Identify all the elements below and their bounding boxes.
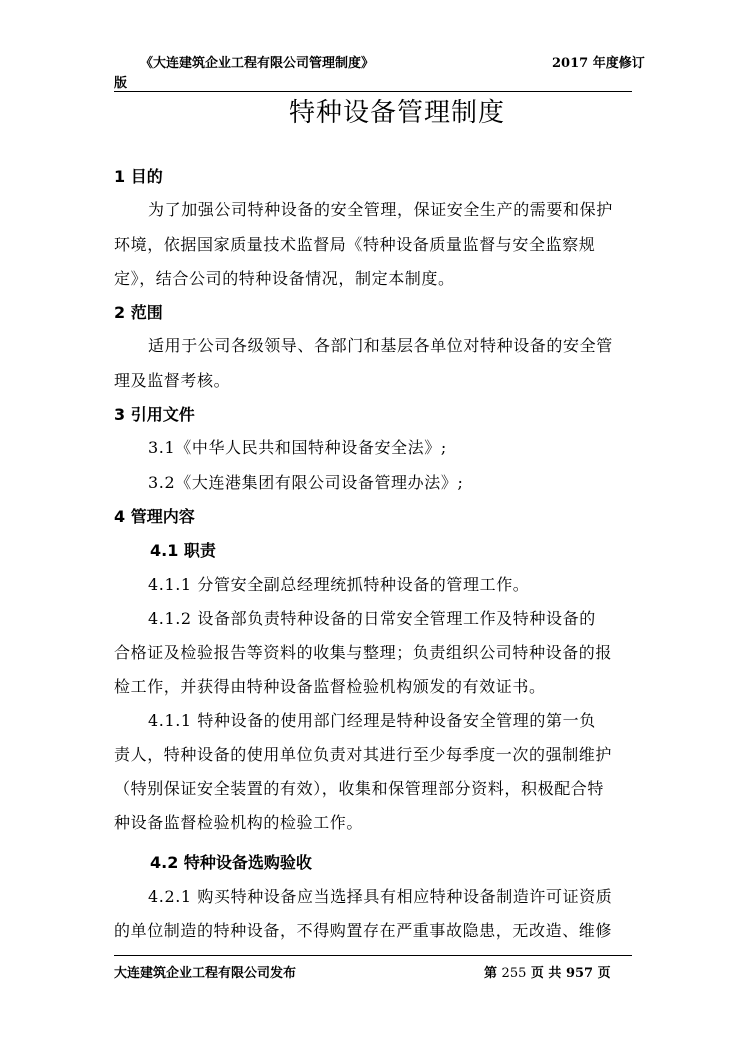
section-3-heading: 3 引用文件: [114, 405, 195, 424]
page-suffix: 页: [597, 966, 611, 981]
header-revision-wrap: 版: [114, 76, 128, 91]
section-3-line: 3.2《大连港集团有限公司设备管理办法》;: [148, 473, 464, 492]
section-1-heading: 1 目的: [114, 167, 163, 186]
header-document-title: 《大连建筑企业工程有限公司管理制度》: [140, 56, 375, 71]
section-1-line: 为了加强公司特种设备的安全管理，保证安全生产的需要和保护: [148, 200, 613, 219]
page-total: 957: [565, 966, 594, 981]
section-4-1-line: 合格证及检验报告等资料的收集与整理；负责组织公司特种设备的报: [114, 643, 613, 662]
section-4-heading: 4 管理内容: [114, 507, 195, 526]
page-prefix: 第: [484, 966, 498, 981]
section-4-1-line: 4.1.1 特种设备的使用部门经理是特种设备安全管理的第一负: [148, 711, 596, 730]
section-1-line: 定》，结合公司的特种设备情况，制定本制度。: [114, 269, 455, 288]
section-4-1-line: 4.1.2 设备部负责特种设备的日常安全管理工作及特种设备的: [148, 609, 596, 628]
section-3-line: 3.1《中华人民共和国特种设备安全法》;: [148, 438, 447, 457]
footer-rule: [114, 955, 632, 956]
section-4-1-line: （特别保证安全装置的有效），收集和保管理部分资料，积极配合特: [114, 779, 605, 798]
section-4-2-heading: 4.2 特种设备选购验收: [150, 853, 312, 872]
footer-publisher: 大连建筑企业工程有限公司发布: [114, 966, 297, 981]
section-4-1-line: 种设备监督检验机构的检验工作。: [114, 813, 364, 832]
header-revision: 2017 年度修订: [552, 56, 645, 71]
section-4-1-line: 责人，特种设备的使用单位负责对其进行至少每季度一次的强制维护: [114, 745, 613, 764]
section-4-1-heading: 4.1 职责: [150, 541, 216, 560]
section-4-1-line: 检工作，并获得由特种设备监督检验机构颁发的有效证书。: [114, 677, 546, 696]
section-4-1-line: 4.1.1 分管安全副总经理统抓特种设备的管理工作。: [148, 575, 530, 594]
page-title: 特种设备管理制度: [288, 98, 505, 128]
section-4-2-line: 的单位制造的特种设备，不得购置存在严重事故隐患，无改造、维修: [114, 921, 613, 940]
page-mid: 页 共: [530, 966, 562, 981]
section-1-line: 环境，依据国家质量技术监督局《特种设备质量监督与安全监察规: [114, 235, 596, 254]
section-4-2-line: 4.2.1 购买特种设备应当选择具有相应特种设备制造许可证资质: [148, 887, 613, 906]
page-current: 255: [501, 966, 527, 981]
section-2-heading: 2 范围: [114, 303, 163, 322]
section-2-line: 理及监督考核。: [114, 371, 231, 390]
footer-page-number: [484, 962, 611, 981]
section-2-line: 适用于公司各级领导、各部门和基层各单位对特种设备的安全管: [148, 336, 613, 355]
